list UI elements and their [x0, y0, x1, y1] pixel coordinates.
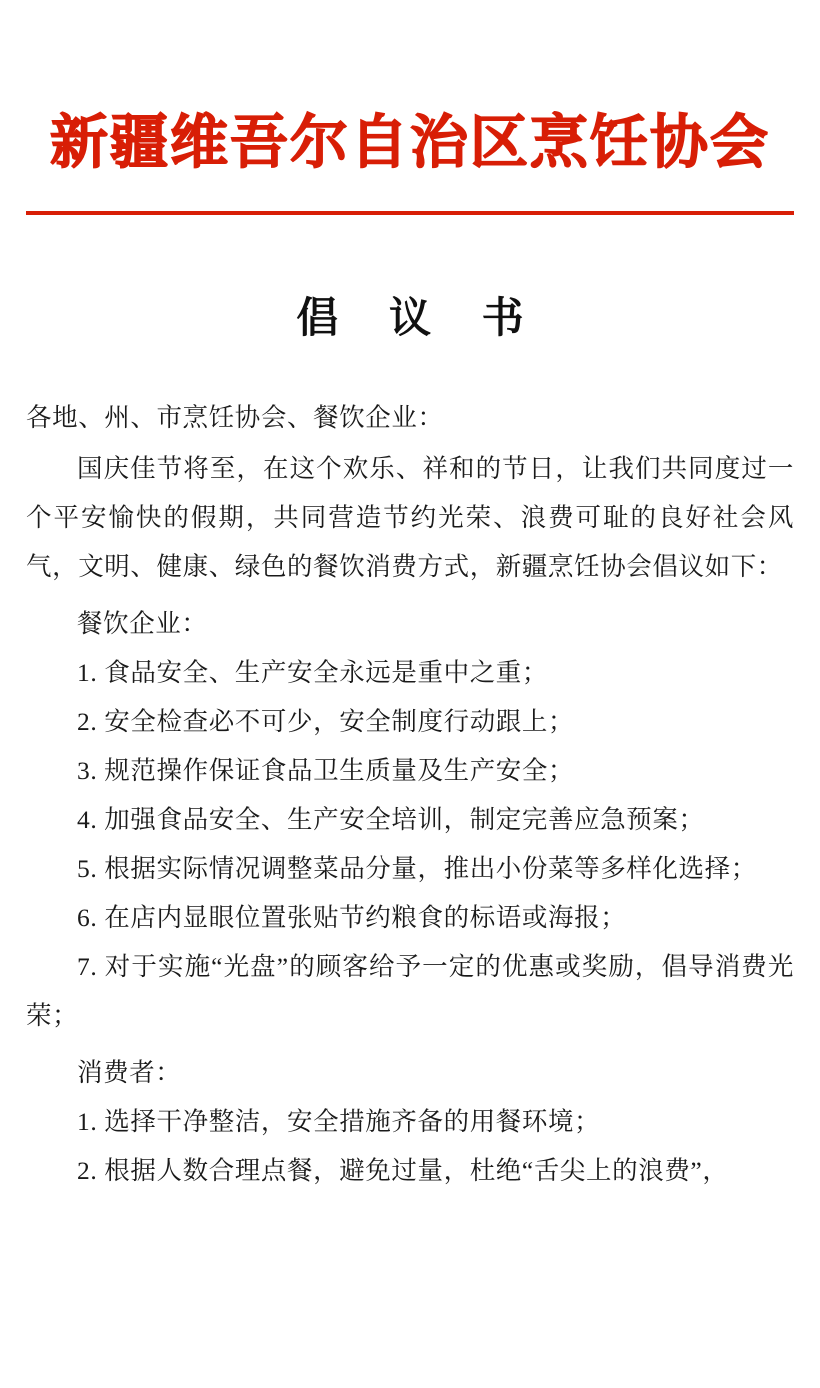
list-item: 1. 食品安全、生产安全永远是重中之重；	[77, 657, 549, 687]
list-item: 5. 根据实际情况调整菜品分量，推出小份菜等多样化选择；	[77, 853, 757, 883]
list-item: 7. 对于实施“光盘”的顾客给予一定的优惠或奖励，倡导消费光荣；	[26, 951, 794, 1030]
organization-name: 新疆维吾尔自治区烹饪协会	[49, 108, 770, 176]
list-item: 2. 安全检查必不可少，安全制度行动跟上；	[77, 706, 575, 736]
document-body	[26, 393, 794, 1195]
letterhead-divider	[26, 211, 794, 215]
section-heading-consumers: 消费者：	[77, 1057, 182, 1087]
intro-paragraph: 国庆佳节将至，在这个欢乐、祥和的节日，让我们共同度过一个平安愉快的假期，共同营造节约光荣、浪费可耻的良好社会风气，文明、健康、绿色的餐饮消费方式，新疆烹饪协会倡议如下：	[26, 453, 794, 581]
list-item: 3. 规范操作保证食品卫生质量及生产安全；	[77, 755, 575, 785]
letterhead	[0, 0, 820, 215]
list-item: 1. 选择干净整洁，安全措施齐备的用餐环境；	[77, 1106, 601, 1136]
section-heading-enterprises: 餐饮企业：	[77, 608, 208, 638]
page-title: 倡 议 书	[296, 292, 542, 342]
list-item: 6. 在店内显眼位置张贴节约粮食的标语或海报；	[77, 902, 627, 932]
list-item: 4. 加强食品安全、生产安全培训，制定完善应急预案；	[77, 804, 705, 834]
list-item: 2. 根据人数合理点餐，避免过量，杜绝“舌尖上的浪费”，	[77, 1155, 729, 1185]
salutation: 各地、州、市烹饪协会、餐饮企业：	[26, 402, 444, 432]
